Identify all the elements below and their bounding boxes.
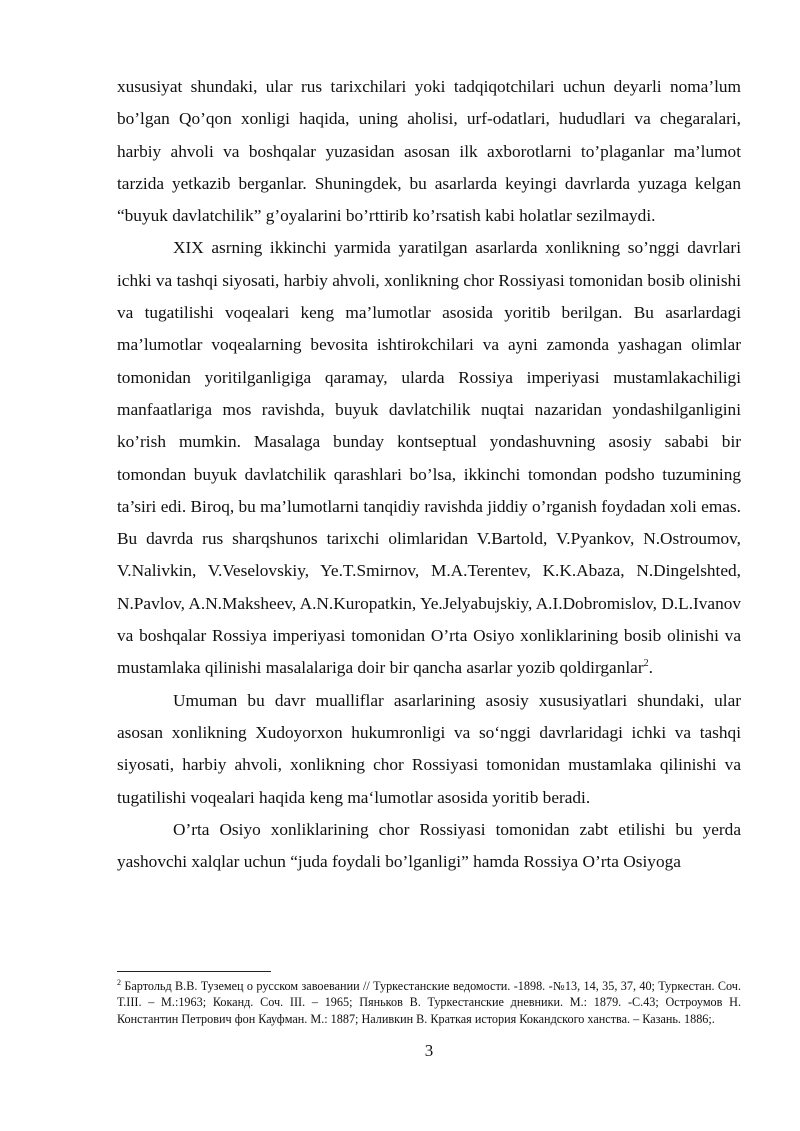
- paragraph-2: [117, 232, 741, 684]
- footnote-separator: [117, 971, 271, 972]
- footnote: [117, 978, 741, 1027]
- paragraph-1: xususiyat shundaki, ular rus tarixchilari yoki tadqiqotchilari uchun deyarli noma’lum bo’lgan Qo’qon xonligi haqida, uning aholisi, urf-odatlari, hududlari va chegaralari, harbiy ahvoli va boshqalar yuzasidan asosan ilk axborotlarni to’plaganlar ma’lumot tarzida yetkazib berganlar. Shuningdek, bu asarlarda keyingi davrlarda yuzaga kelgan “buyuk davlatchilik” g’oyalarini bo’rttirib ko’rsatish kabi holatlar sezilmaydi.: [117, 77, 741, 226]
- paragraph-2-text: XIX asrning ikkinchi yarmida yaratilgan asarlarda xonlikning so’nggi davrlari ichki va tashqi siyosati, harbiy ahvoli, xonlikning chor Rossiyasi tomonidan bosib olinishi va tugatilishi voqealari keng ma’lumotlar asosida yoritib berilgan. Bu asarlardagi ma’lumotlar voqealarning bevosita ishtirokchilari va ayni zamonda yashagan olimlar tomonidan yoritilganligiga qaramay, ularda Rossiya imperiyasi mustamlakachiligi manfaatlariga mos ravishda, buyuk davlatchilik nuqtai nazaridan yondashilganligini ko’rish mumkin. Masalaga bunday kontseptual yondashuvning asosiy sababi bir tomondan buyuk davlatchilik qarashlari bo’lsa, ikkinchi tomondan podsho tuzumining ta’siri edi. Biroq, bu ma’lumotlarni tanqidiy ravishda jiddiy o’rganish foydadan xoli emas. Bu davrda rus sharqshunos tarixchi olimlaridan V.Bartold, V.Pyankov, N.Ostroumov, V.Nalivkin, V.Veselovskiy, Ye.T.Smirnov, M.A.Terentev, K.K.Abaza, N.Dingelshted, N.Pavlov, A.N.Maksheev, A.N.Kuropatkin, Ye.Jelyabujskiy, A.I.Dobromislov, D.L.Ivanov va boshqalar Rossiya imperiyasi tomonidan O’rta Osiyo xonliklarining bosib olinishi va mustamlaka qilinishi masalalariga doir bir qancha asarlar yozib qoldirganlar: [117, 238, 741, 678]
- paragraph-2-tail: .: [648, 658, 653, 678]
- footnote-text: Бартольд В.В. Туземец о русском завоевании // Туркестанские ведомости. -1898. -№13, 14, 35, 37, 40; Туркестан. Соч. Т.III. – М.:1963; Коканд. Соч. III. – 1965; Пяньков В. Туркестанские дневники. М.: 1879. -С.43; Остроумов Н. Константин Петрович фон Кауфман. М.: 1887; Наливкин В. Краткая история Кокандского ханства. – Казань. 1886;.: [117, 979, 741, 1026]
- paragraph-4: O’rta Osiyo xonliklarining chor Rossiyasi tomonidan zabt etilishi bu yerda yashovchi xalqlar uchun “juda foydali bo’lganligi” hamda Rossiya O’rta Osiyoga: [117, 819, 741, 872]
- footnote-reference[interactable]: 2: [643, 658, 649, 670]
- document-body: [117, 71, 741, 878]
- paragraph-3: Umuman bu davr mualliflar asarlarining asosiy xususiyatlari shundaki, ular asosan xonlikning Xudoyorxon hukumronligi va so‘nggi davrlaridagi ichki va tashqi siyosati, harbiy ahvoli, xonlikning chor Rossiyasi tomonidan mustamlaka qilinishi va tugatilishi voqealari haqida keng ma‘lumotlar asosida yoritib beradi.: [117, 690, 741, 807]
- footnote-marker: 2: [117, 977, 121, 987]
- page-number: 3: [424, 1041, 434, 1060]
